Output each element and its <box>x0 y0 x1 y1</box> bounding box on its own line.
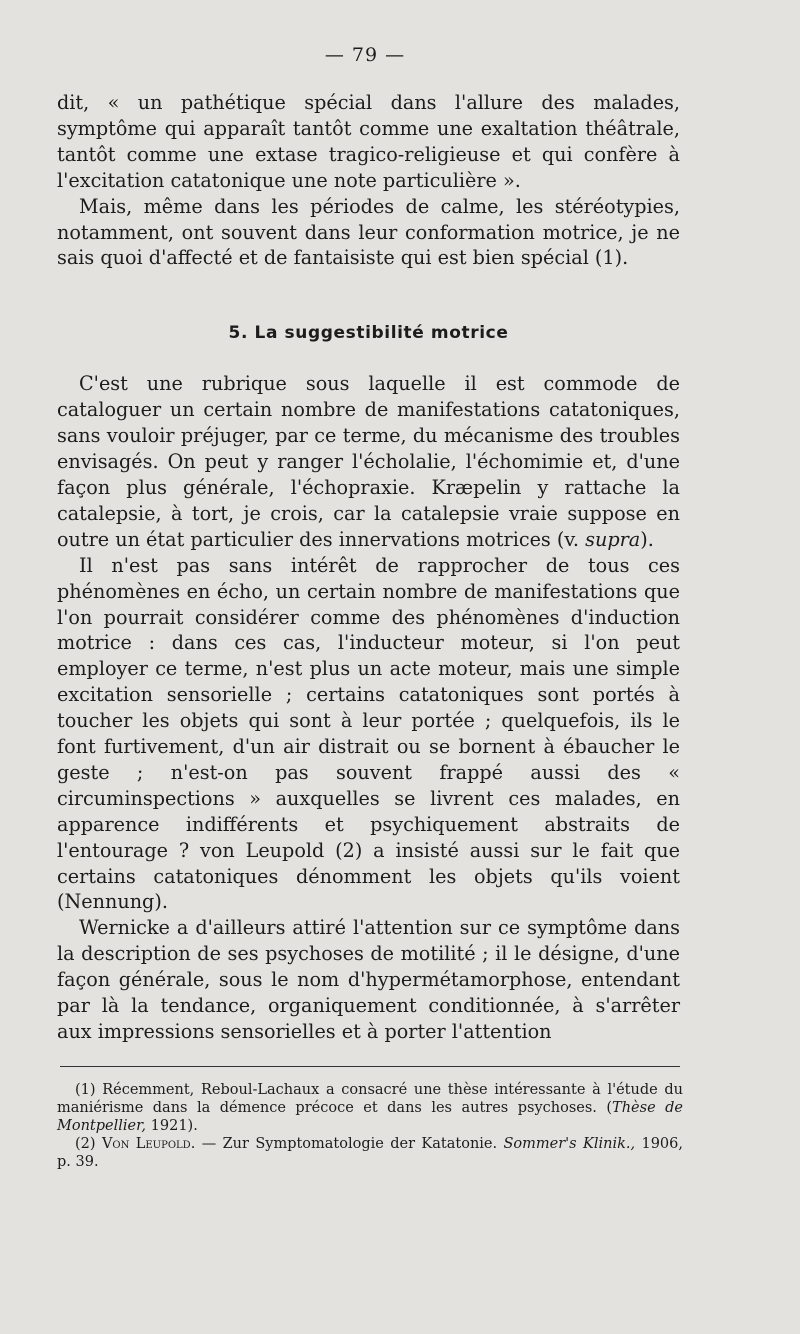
paragraph: Il n'est pas sans intérêt de rapprocher de tous ces phénomènes en écho, un certain nombre de manifestations que l'on pourrait considérer comme des phénomènes d'induction motrice : dans ces cas, l'inducteur moteur, si l'on peut employer ce terme, n'est plus un acte moteur, mais une simple excitation sensorielle ; certains catatoniques sont portés à toucher les objets qui sont à leur portée ; quelquefois, ils le font furtivement, d'un air distrait ou se bornent à ébaucher le geste ; n'est-on pas souvent frappé aussi des « circuminspections » auxquelles se livrent ces malades, en apparence indifférents et psychiquement abstraits de l'entourage ? von Leupold (2) a insisté aussi sur le fait que certains catatoniques dénomment les objets qu'ils voient (Nennung). <box>57 553 680 914</box>
footnote-text-end: 1906, p. 39. <box>57 1136 683 1170</box>
footnote <box>57 1135 683 1171</box>
footnote-author: Von Leupold. <box>101 1136 196 1152</box>
paragraph: dit, « un pathétique spécial dans l'allure des malades, symptôme qui apparaît tantôt comme une exaltation théâtrale, tantôt comme une extase tragico-religieuse et qui confère à l'excitation catatonique une note particulière ». <box>57 91 680 192</box>
footnote-text: Récemment, Reboul-Lachaux a consacré une thèse intéressante à l'étude du maniérisme dans la démence précoce et dans les autres psychoses. ( <box>57 1082 683 1116</box>
paragraph <box>57 371 680 552</box>
paragraph-text-end: ). <box>640 527 654 551</box>
footnote <box>57 1081 683 1135</box>
footnote-italic: Thèse de Montpellier, <box>57 1100 684 1134</box>
page-number: — 79 — <box>324 44 406 66</box>
footnote-rule <box>60 1066 680 1067</box>
section-heading: 5. La suggestibilité motrice <box>228 323 509 344</box>
paragraph-text: C'est une rubrique sous laquelle il est commode de cataloguer un certain nombre de manifestations catatoniques, sans vouloir préjuger, par ce terme, du mécanisme des troubles envisagés. On peut y ranger l'écholalie, l'échomimie et, d'une façon plus générale, l'échopraxie. Kræpelin y rattache la catalepsie, à tort, je crois, car la catalepsie vraie suppose en outre un état particulier des innervations motrices (v. <box>57 372 680 551</box>
paragraph: Mais, même dans les périodes de calme, les stéréotypies, notamment, ont souvent dans leur conformation motrice, je ne sais quoi d'affecté et de fantaisiste qui est bien spécial (1). <box>57 194 680 270</box>
paragraph-italic: supra <box>585 527 641 551</box>
footnote-text: — Zur Symptomatologie der Katatonie. <box>195 1136 504 1152</box>
footnotes <box>57 1081 683 1171</box>
footnote-marker: (1) <box>75 1082 96 1098</box>
footnote-italic: Sommer's Klinik., <box>503 1136 636 1152</box>
footnote-marker: (2) <box>75 1136 96 1152</box>
footnote-text-end: 1921). <box>146 1118 198 1134</box>
paragraph: Wernicke a d'ailleurs attiré l'attention sur ce symptôme dans la description de ses psychoses de motilité ; il le désigne, d'une façon générale, sous le nom d'hypermétamorphose, entendant par là la tendance, organiquement conditionnée, à s'arrêter aux impressions sensorielles et à porter l'attention <box>57 916 680 1043</box>
main-text <box>57 90 680 1045</box>
